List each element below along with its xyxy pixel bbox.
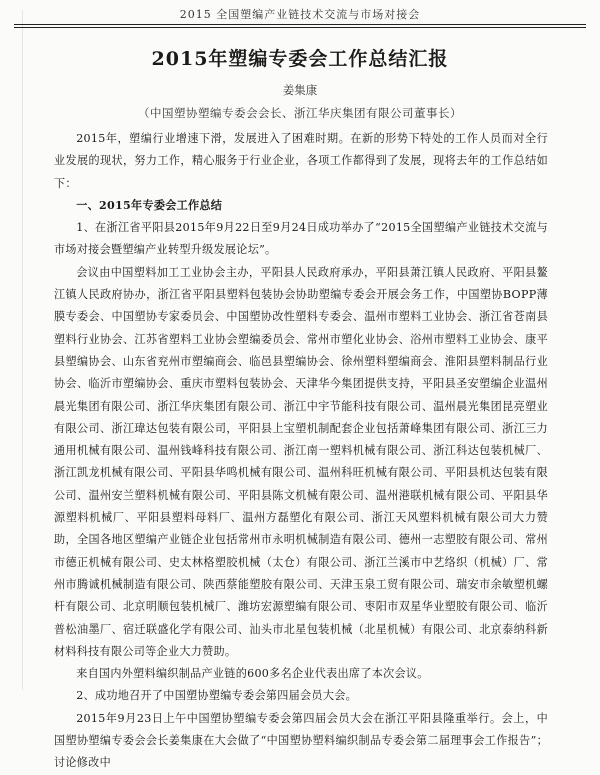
assembly-paragraph: 2015年9月23日上午中国塑协塑编专委会第四届会员大会在浙江平阳县隆重举行。会上，中国塑协塑编专委会会长姜集康在大会做了“中国塑协塑料编织制品专委会第二届理事会工作报告”；讨论修改中	[54, 711, 548, 770]
running-header: 2015 全国塑编产业链技术交流与市场对接会	[179, 8, 421, 21]
item-1-paragraph: 1、在浙江省平阳县2015年9月22日至9月24日成功举办了“2015全国塑编产业链技术交流与市场对接会暨塑编产业转型升级发展论坛”。	[54, 221, 548, 257]
header-rule-double	[14, 27, 586, 28]
section-heading: 一、2015年专委会工作总结	[76, 198, 223, 212]
attendance-paragraph: 来自国内外塑料编织制品产业链的600多名企业代表出席了本次会议。	[76, 667, 429, 681]
author-name: 姜集康	[282, 83, 318, 97]
organizers-paragraph: 会议由中国塑料加工工业协会主办，平阳县人民政府承办，平阳县萧江镇人民政府、平阳县鳌江镇人民政府协办，浙江省平阳县塑料包装协会协助塑编专委会开展会务工作，中国塑协BOPP薄膜专委会、中国塑协专家委员会、中国塑协改性塑料专委会、温州市塑料工业协会、浙江省苍南县塑料行业协会、江苏省塑料工业协会塑编委员会、常州市塑化业协会、浴州市塑料工业协会、康平县塑编协会、山东省兖州市塑编商会、临邑县塑编协会、徐州塑料塑编商会、淮阳县塑料制品行业协会、临沂市塑编协会、重庆市塑料包装协会、天津华今集团提供支持，平阳县圣安塑编企业温州晨光集团有限公司、浙江华庆集团有限公司、浙江中宇节能科技有限公司、温州晨光集团昆亮塑业有限公司、浙江瑋达包装有限公司，平阳县上宝塑机制配套企业包括萧峰集团有限公司、浙江三力通用机械有限公司、温州钱峰科技有限公司、浙江南一塑料机械有限公司、浙江科达包装机械厂、浙江凯龙机械有限公司、平阳县华鸣机械有限公司、温州科旺机械有限公司、平阳县机达包装有限公司、温州安兰塑料机械有限公司、平阳县陈文机械有限公司、温州港联机械有限公司、平阳县华源塑料机械厂、平阳县塑料母料厂、温州方磊塑化有限公司、浙江天风塑料机械有限公司大力赞助，全国各地区塑编产业链企业包括常州市永明机械制造有限公司、德州一志塑胶有限公司、常州市德正机械有限公司、史太林格塑胶机械（太仓）有限公司、浙江兰溪市中艺络织（机械）厂、常州市腾诚机械制造有限公司、陕西蔡能塑胶有限公司、天津玉泉工贸有限公司、瑞安市余敏塑机螺杆有限公司、北京明顺包装机械厂、潍坊宏源塑编有限公司、枣阳市双星华业塑胶有限公司、临沂普松油墨厂、宿迁联盛化学有限公司、汕头市北星包装机械（北星机械）有限公司、北京泰纳科新材料科技有限公司等企业大力赞助。	[54, 265, 548, 658]
author-affiliation: （中国塑协塑编专委会会长、浙江华庆集团有限公司董事长）	[138, 106, 462, 120]
intro-paragraph: 2015年，塑编行业增速下滑，发展进入了困难时期。在新的形势下特处的工作人员而对全行业发展的现状，努力工作，精心服务于行业企业，各项工作都得到了发展，现将去年的工作总结如下：	[54, 132, 548, 190]
header-rule	[14, 24, 586, 25]
document-body	[54, 128, 548, 775]
document-title: 2015年塑编专委会工作总结汇报	[151, 48, 449, 70]
item-2-paragraph: 2、成功地召开了中国塑协塑编专委会第四届会员大会。	[76, 689, 357, 703]
